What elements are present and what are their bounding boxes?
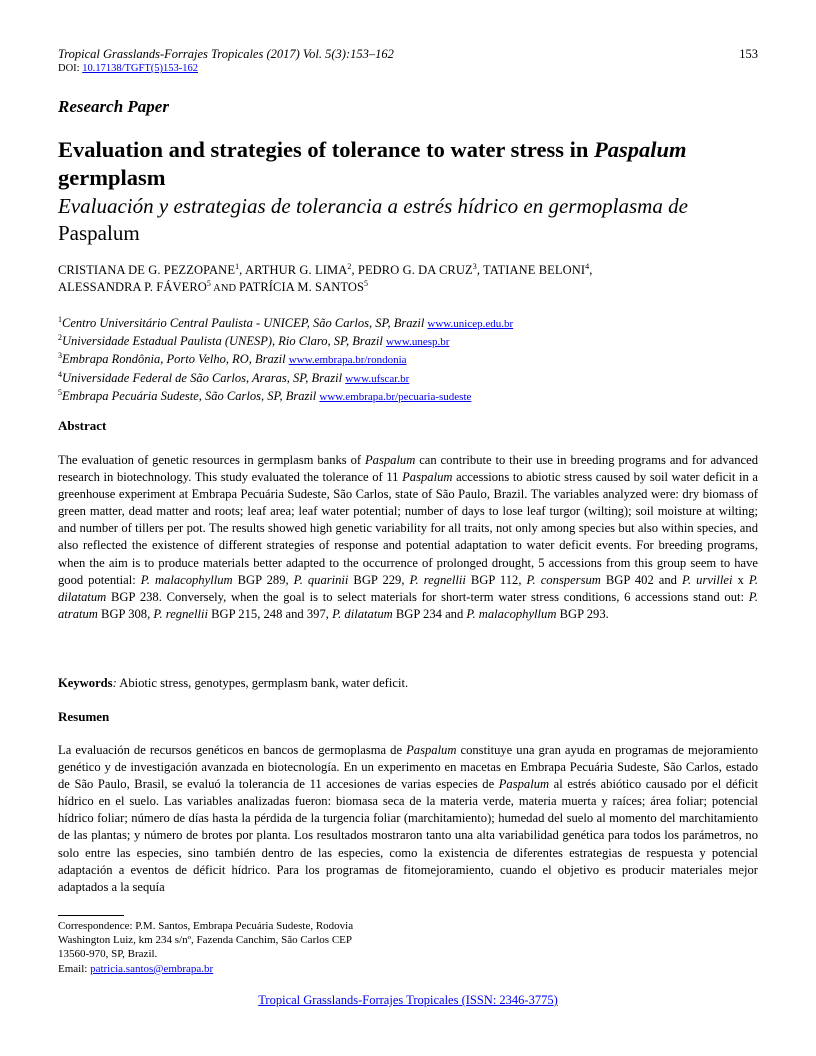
subtitle-italic: Evaluación y estrategias de tolerancia a estrés hídrico en germoplasma de [58,194,688,218]
affiliation-item: $^4$Universidade Federal de São Carlos, Araras, SP, Brazil www.ufscar.br [58,369,410,385]
species-name: P. regnellii [409,572,466,587]
journal-footer-link[interactable]: Tropical Grasslands-Forrajes Tropicales (ISSN: 2346-3775) [258,993,558,1007]
author: TATIANE BELONI$^4$, [483,261,593,277]
affiliation-item: $^1$Centro Universitário Central Paulista - UNICEP, São Carlos, SP, Brazil www.unicep.edu.br [58,314,514,330]
species-name: P. quarinii [293,572,349,587]
text-run: BGP 112, [465,572,527,587]
doi-line [58,63,198,74]
subtitle-normal: Paspalum [58,221,140,245]
text-run: BGP 308, [97,606,154,621]
paper-subtitle [58,193,758,247]
paper-title [58,136,758,192]
species-name: Paspalum [498,777,550,792]
footnote-line: Washington Luiz, km 234 s/nº, Fazenda Canchim, São Carlos CEP [58,934,352,947]
text-run: BGP 238. Conversely, when the goal is to select materials for short-term water stress conditions, 6 accessions stand out: [106,589,749,604]
keywords-label: Keywords [58,676,113,690]
page-number: 153 [739,47,758,61]
affiliation-link[interactable]: www.embrapa.br/rondonia [288,354,407,367]
text-run: BGP 215, 248 and 397, [207,606,333,621]
text-run: al estrés abiótico causado por el déficit hídrico en el suelo. Las variables analizadas fueron: biomasa seca de la materia verde, materia muerta y raíces; área foliar; potencial hídrico foliar; número de días hasta la pérdida de la turgencia foliar (marchitamiento); humedad del suelo al momento del marchitamiento de las plantas; y número de brotes por planta. Los resultados mostraron tanto una alta variabilidad genética para todos los parámetros, no solo entre las especies, sino también dentro de las especies, como la existencia de diferentes estrategias de respuesta y potencial adaptación a eventos de déficit hídrico. Para los programas de fitomejoramiento, cuando el objetivo es producir materiales mejor adaptados a la sequía [58,777,758,894]
species-name: P. dilatatum [58,572,759,604]
species-name: P. atratum [58,589,758,621]
keywords-text: Abiotic stress, genotypes, germplasm bank, water deficit. [116,676,409,690]
keywords-line: Keywords: Abiotic stress, genotypes, germplasm bank, water deficit. [58,676,409,690]
footnote-email-line: Email: patricia.santos@embrapa.br [58,962,214,975]
affiliation-link[interactable]: www.ufscar.br [345,372,410,385]
email-link[interactable]: patricia.santos@embrapa.br [90,962,214,975]
resumen-text [58,742,758,896]
doi-label: DOI: [58,63,83,74]
page-footer [0,993,816,1008]
text-run: x [732,572,749,587]
author: ARTHUR G. LIMA$^2$, [244,261,358,277]
abstract-heading: Abstract [58,418,107,433]
author: ALESSANDRA P. FÁVERO$^5$ AND [58,278,239,294]
footnote-divider [58,915,124,916]
author: PEDRO G. DA CRUZ$^3$, [357,261,484,277]
affiliation-link[interactable]: www.embrapa.br/pecuaria-sudeste [319,390,472,403]
author: CRISTIANA DE G. PEZZOPANE$^1$, [58,261,245,277]
title-italic: Paspalum [593,137,687,162]
text-run: constituye una gran ayuda en programas de mejoramiento genético y de investigación avanzada en biotecnología. En un experimento en macetas en Embrapa Pecuária Sudeste, São Carlos, estado de São Paulo, Brasil, se evaluó la tolerancia de 11 accesiones de varias especies de [58,743,759,792]
species-name: Paspalum [402,470,453,485]
text-run: BGP 402 and [600,572,682,587]
author: PATRÍCIA M. SANTOS$^5$ [238,278,369,294]
text-run: BGP 289, [232,572,294,587]
text-run: BGP 293. [556,606,609,621]
affiliation-item: $^5$Embrapa Pecuária Sudeste, São Carlos, SP, Brazil www.embrapa.br/pecuaria-sudeste [58,387,472,403]
text-run: accessions to abiotic stress caused by soil water deficit in a greenhouse experiment at Embrapa Pecuária Sudeste, São Carlos, state of São Paulo, Brazil. The variables analyzed were: dry biomass of green matter, dead matter and roots; leaf area; leaf water potential; number of days to lose leaf turgor (wilting); soil moisture at wilting; and number of tillers per pot. The results showed high genetic variability for all traits, not only among species but also within species, and also reflected the existence of different strategies of response and potential adaptation to water deficit events. For breeding programs, when the aim is to produce materials better adapted to the occurrence of prolonged drought, 5 accessions from this group seem to have good potential: [58,470,759,587]
title-part2: germplasm [58,165,166,190]
title-part1: Evaluation and strategies of tolerance to water stress in [58,137,594,162]
resumen-heading: Resumen [58,709,110,724]
doi-link[interactable]: 10.17138/TGFT(5)153-162 [82,63,199,74]
footnote-line: Correspondence: P.M. Santos, Embrapa Pecuária Sudeste, Rodovia [58,920,354,932]
footnote-line: 13560-970, SP, Brazil. [58,948,158,961]
species-name: P. malacophyllum [466,606,557,621]
correspondence-footnote [58,919,398,976]
text-run: can contribute to their use in breeding programs and for advanced research in biotechnology. This study evaluated the tolerance of 11 [58,453,758,485]
text-run: BGP 229, [348,572,410,587]
species-name: P. dilatatum [332,606,393,621]
species-name: P. urvillei [681,572,733,587]
species-name: Paspalum [406,743,457,757]
text-run: La evaluación de recursos genéticos en bancos de germoplasma de [58,743,407,757]
affiliation-list [58,315,758,406]
text-run: BGP 234 and [392,606,467,621]
journal-citation: Tropical Grasslands-Forrajes Tropicales (2017) Vol. 5(3):153–162 [58,47,394,61]
species-name: P. regnellii [153,606,208,621]
affiliation-link[interactable]: www.unicep.edu.br [427,318,514,330]
affiliation-link[interactable]: www.unesp.br [385,336,450,349]
abstract-text [58,452,758,623]
section-label: Research Paper [58,97,169,116]
author-list [58,262,758,297]
species-name: P. malacophyllum [140,572,233,587]
affiliation-item: $^2$Universidade Estadual Paulista (UNESP), Rio Claro, SP, Brazil www.unesp.br [58,333,450,349]
species-name: Paspalum [364,453,416,467]
species-name: P. conspersum [526,572,601,587]
text-run: The evaluation of genetic resources in germplasm banks of [58,453,365,467]
affiliation-item: $^3$Embrapa Rondônia, Porto Velho, RO, Brazil www.embrapa.br/rondonia [58,351,407,367]
